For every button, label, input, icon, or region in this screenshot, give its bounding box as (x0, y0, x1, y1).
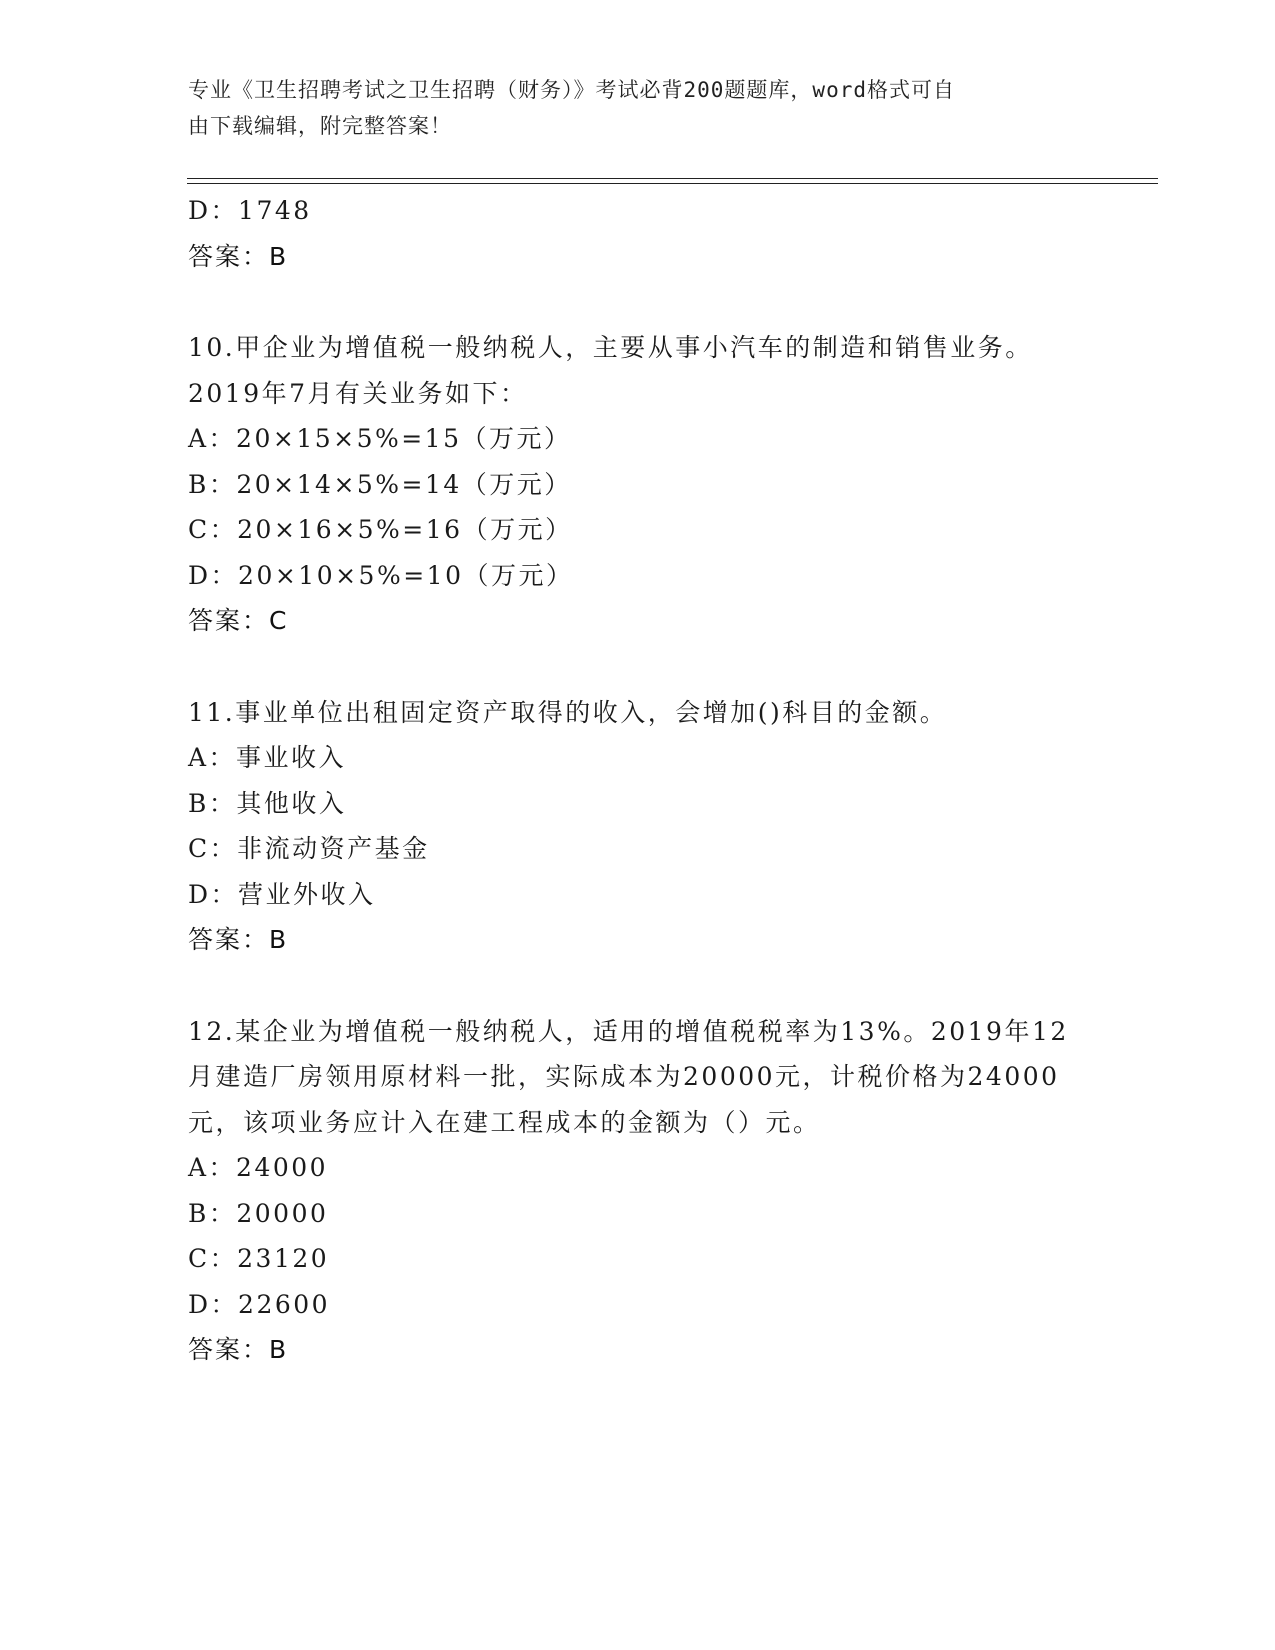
option-d: D：营业外收入 (188, 879, 376, 909)
carryover-question (188, 188, 1168, 279)
document-body (188, 188, 1168, 1373)
question-10 (188, 325, 1168, 644)
question-stem-line: 2019年7月有关业务如下： (188, 378, 528, 408)
answer-line: 答案：C (188, 606, 289, 635)
option-c: C：非流动资产基金 (188, 834, 430, 863)
option-b: B：20000 (188, 1198, 329, 1228)
answer-line: 答案：B (188, 1335, 289, 1364)
header-title-line-1: 专业《卫生招聘考试之卫生招聘（财务）》考试必背200题题库，word格式可自 (188, 78, 955, 102)
answer-line: 答案：B (188, 925, 289, 954)
option-d: D：22600 (188, 1289, 331, 1319)
question-gap (188, 644, 1168, 690)
option-c: C：23120 (188, 1244, 330, 1273)
header-title-line-2: 由下载编辑，附完整答案！ (188, 114, 452, 138)
question-stem-line: 元，该项业务应计入在建工程成本的金额为（）元。 (188, 1107, 821, 1137)
question-stem-line: 10.甲企业为增值税一般纳税人，主要从事小汽车的制造和销售业务。 (188, 333, 1033, 362)
page-header (188, 72, 1088, 144)
question-gap (188, 279, 1168, 325)
option-a: A：事业收入 (188, 743, 347, 772)
answer-line: 答案：B (188, 241, 289, 271)
option-c: C：20×16×5%=16（万元） (188, 515, 573, 544)
option-b: B：其他收入 (188, 788, 347, 818)
option-d: D：20×10×5%=10（万元） (188, 560, 574, 590)
option-b: B：20×14×5%=14（万元） (188, 469, 572, 499)
question-stem-line: 12.某企业为增值税一般纳税人，适用的增值税税率为13%。2019年12 (188, 1016, 1069, 1046)
question-12 (188, 1009, 1168, 1373)
question-gap (188, 963, 1168, 1009)
question-stem-line: 月建造厂房领用原材料一批，实际成本为20000元，计税价格为24000 (188, 1062, 1060, 1091)
option-a: A：24000 (188, 1153, 329, 1182)
option-d: D：1748 (188, 196, 312, 225)
header-divider-top (187, 178, 1158, 179)
header-divider-bottom (187, 183, 1158, 184)
option-a: A：20×15×5%=15（万元） (188, 424, 572, 453)
question-stem-line: 11.事业单位出租固定资产取得的收入，会增加()科目的金额。 (188, 697, 948, 727)
question-11 (188, 690, 1168, 963)
